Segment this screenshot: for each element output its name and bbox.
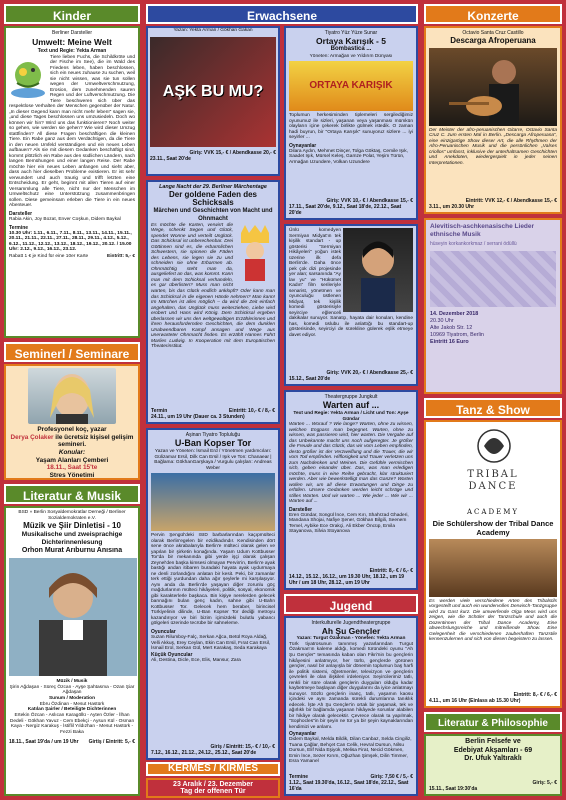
erw3-kids: Ali, Destina, Dicle, Ece, Elis, Mansur, Zara	[151, 657, 241, 663]
literatur-person: Orhon Murat Arıburnu Anısına	[21, 546, 123, 554]
literatur-readers: Ertekin Özcan - Aslıcan Karagöllü - Ayten Özler - İlhan Dedeli - Gökhan Yavuz - Cem Ebekçi - Aysun Kül - Osman Kaya - Nergiz Karakuş - İstiflil Yıldızhan - Mesut Hastürk - Fezzi Baka	[9, 713, 135, 736]
konzerte-date: 3.11., um 20.30 Uhr	[429, 203, 475, 210]
kinder-price-note: Rabatt 1 € je Kind für eine 10er Karte	[9, 253, 89, 259]
erw3-body: Pervin Şengül'deki ISID barbarlarından kaçıpmülteci olarak Berlin'egelen bir ezidikadındır. Kendisinden dört sene önce akrabalarıyla Berlin'e mülteci olarak gelen ve yapılan bir şirketin konağında. Yaşam Udum Kottbusser Tor'da bir mekanında gibi yerde işçi olarak çalışan Zeynel'den başka kimsesi olmayan Pervin'in, Berlin'e ayak bastığı andan itibaren buradaki hayata ayak uydurmaya ne denli zorlandığını anlatan bir kesit. Peki, bir zamanlar terk ettiği yurdundan daha ağır şeylerle mi karşılaşıyor. Aynı anda da Berlin'de yaşayan diğer zorunlu göç mağdurlarının mülteci hikâyeleri, politik, sosyal, ekonomik gibi karakterlerle başkaca. Bin kişiye nerelerden gelecek barınağını bulan genç kadın, sahne gibi U-Bahn Kottbusser Tor. Gelecek hem beraber, birincisel Türkiyelinin dilinde, U-Ban Kopser Tor dediği metroyu kazandırıyor ve biri bizim içimizdeki bulutlu yabancı gölgeleri üzerinde tecrübe bir sahneleme.	[151, 533, 275, 627]
erw6-price: Eintritt: 8,- € / 6,- €	[369, 567, 413, 574]
erw4-kicker: Tiyatro Yüz Yüze Sunar	[324, 30, 378, 36]
erw6-kicker: Theatergruppe Jungkult	[324, 394, 378, 400]
erw3-photo	[151, 473, 275, 531]
literatur-date: 18.11., Saat 19'da / um 19 Uhr	[9, 738, 79, 745]
erw4-poster: ORTAYA KARIŞIK	[289, 61, 413, 111]
konzerte2-poster-title: Alevitisch-aschkenasische Lieder ethnische Musik	[430, 223, 535, 238]
kermes-line1: 23 Aralık / 23. Dezember	[173, 781, 253, 788]
erw1-poster: AŞK BU MU?	[150, 37, 276, 147]
erw6-body: Warten ... Worauf ? Wie lange? Warten, ohne zu wissen, welchen Engpass man begegnet. Warten, ohne zu wissen, was passieren wird, hier warten. Die Vergabe auf das Unbekannte macht uns noch aufgeregter. Je größer die Freude und das Glück, das wir vom Leben empfinden, desto größer ist der Verzweiflung und die Trauer, die wir vom Tod empfinden. Hilflosigkeit und Trauer verletzen uns zum Nachdenken und Weinen. Die Gefühle vermischen sich, geben einander über. Das, was man erledigen möchte, muss in eine Reihe gebracht, klar strukturiert werden. Aber wie bewerkstelligt man das Ganze? Warten wollen wir, um all diese Erwartungen und Dinge zu erfüllen. Unsere Gedanken werden leicht schräge und stilles Warten. Und wir warten ... Wie jeder ... Wie wir ... Warten auf ...	[289, 422, 413, 505]
literatur-host: Ebru Özdinan - Mesut Hastürk	[39, 701, 105, 707]
erw2-date: 24.11., um 19 Uhr (Dauer ca. 3 Stunden)	[151, 413, 245, 420]
konzerte-kicker: Octavio Santa Cruz Castillo	[462, 30, 524, 36]
erw4-body: Toplumun herkesiminden tiplemeleri sergilediğimiz oyunumuz ile sizleri, yaşanan veya yaşanması mümkün olayların içine çekerek birlikte gülmek istedik. O zaman hadi buyrun, bir "Ortaya Karışık" sunuyoruz sizlere ... iyi seyirler ...	[289, 113, 413, 141]
erw3-cast-label: Oyuncular	[151, 628, 176, 635]
header-kermes: KERMES / KIRMES	[146, 762, 280, 776]
erw5-date: 15.12., Saat 20'de	[289, 375, 331, 382]
konzerte2-addr2: 10969 Tiyatrom, Berlin	[430, 331, 484, 338]
jugend-dates: 1.12., Saat 19.30'da, 16.12., Saat 18'de, 22.12., Saat 16'da	[289, 779, 409, 792]
literatur-host-label: Sunum / Moderation	[48, 696, 96, 702]
konzerte2-time: 20.30 Uhr	[430, 317, 454, 324]
erw2-price: Eintritt: 10,- € / 8,- €	[228, 407, 275, 414]
erw2-illustration	[235, 225, 275, 283]
phil-line2: Edebiyat Akşamları - 69	[453, 746, 533, 754]
erw3-dates: 7.12., 16.12., 21.12., 24.12., 25.12., Saat 20'de	[151, 749, 257, 756]
konzerte-photo	[429, 48, 557, 126]
erw3-cast: Suzan Rilumboy-Falç, Serkan Ağca, Betül Roya Aldağ, Velli Akkuş, Erey Ceylan, Ekin Can Ersil, Fırat Can Ersil, İsmail Erol, Serkan Gül, Mert Karakaş, Seda Karakaya	[151, 634, 271, 652]
erw2-box	[146, 180, 280, 424]
erw3-box	[146, 428, 280, 760]
jugend-cast-label: Oynayanlar	[289, 731, 317, 738]
seminare-topic1: Yaşam Alanları Çemberi	[35, 456, 109, 464]
jugend-box	[284, 616, 418, 796]
tanz-date: 4.11., um 16 Uhr (Einlass ab 15.30 Uhr)	[429, 697, 521, 704]
erw5-box	[284, 224, 418, 386]
erw2-label: Termin	[151, 407, 168, 414]
erw6-title: Warten auf ...	[322, 400, 380, 411]
jugend-price: Giriş: 7,50 € / 5,- €	[370, 773, 413, 780]
konzerte-box	[424, 26, 562, 214]
konzerte2-price: Eintritt 16 Euro	[430, 338, 469, 345]
erw4-cast: Dilara Aydın, Mehmet Dinçer, Tolga Göktaş, Cemile Işık, Saadet Işık, Mürsel Keleş, Gamze Polat, Yeşim Türün, Armağan Uzundere, Volkan Uzundere	[289, 148, 408, 165]
erw6-credits: Text und Regie: Yekta Arman / Licht und Ton: Ayşe Gündar	[293, 411, 409, 422]
literatur-photo	[9, 558, 135, 676]
literatur-box	[4, 506, 140, 796]
erw1-box	[146, 26, 280, 176]
kinder-dates-label: Termine	[9, 224, 29, 231]
tanz-photo	[429, 539, 557, 597]
tanz-logo-top: TRIBAL	[467, 468, 519, 480]
erw3-kicker: Aşinan Tiyatro Topluluğu	[185, 432, 241, 438]
jugend-credits: Yazan: Turgut Özakman - Yöneten: Yekta Arman	[296, 636, 406, 642]
phil-price: Giriş: 5,- €	[532, 779, 557, 786]
erw3-title: U-Ban Kopser Tor	[174, 438, 252, 449]
erw4-cast-label: Oynayanlar	[289, 142, 317, 149]
literatur-title: Müzik ve Şiir Dinletisi - 10	[23, 521, 121, 531]
literatur-music: Şirin Ağdaşan - Süreç Özcan - Ayşe Şahtasma - Ozan Şiar Ağdaşan	[9, 684, 135, 696]
kinder-price: Eintritt: 5,- €	[107, 253, 135, 259]
erw2-subtitle: Märchen und Geschichten von Macht und Ohnmacht	[153, 208, 273, 222]
kinder-cast: Rabia Akin, Joy Bozat, Enver Coşkun, Didem Baykal	[9, 217, 121, 223]
header-tanz: Tanz & Show	[424, 398, 562, 418]
konzerte2-addr1: Alte Jakob Str. 12	[430, 324, 473, 331]
kinder-dates: 10.30 Uhr: 1.11., 6.11., 7.11., 8.11., 13.11., 14.11., 15.11., 20.11., 21.11., 22.11., 27.11., 28.11., 29.11., 4.12., 5.12., 6.12., 11.12., 12.12., 13.12., 18.12., 19.12., 20.12. / 15.00 Uhr: 2.12., 9.12., 16.12., 23.12.	[9, 230, 132, 253]
konzerte-price: Eintritt: VVK 12,- € / Abendkasse 15,- €	[465, 197, 557, 204]
konzerte-body: Der Meister der afro-peruanischen Gitarre, Octavio Santa Cruz C. zum ersten Mal in Berlin. „Descarga Afroperuana“, eine einzigartige Show dieser Art, die alle Rhythmen der Afro-Peruanischen Musik und die persönlichen „Valses criollos“ umfasst, inklusive der unterhaltsamen Geschichten und Anekdoten, wiedergespielt in jeder seinen Interpretationen.	[429, 127, 557, 166]
header-kinder: Kinder	[4, 4, 140, 24]
header-erwachsene: Erwachsene	[146, 4, 418, 24]
tanz-box	[424, 420, 562, 708]
erw5-photo	[343, 228, 413, 312]
kinder-credit: Text und Regie: Yekta Arman	[37, 48, 107, 55]
erw2-kicker: Lange Nacht der 29. Berliner Märchentage	[159, 184, 267, 190]
konzerte-title: Descarga Afroperuana	[450, 36, 536, 46]
erw4-dates: 17.11., Saat 20'de, 9.12., Saat 18'de, 22.12., Saat 20'de	[289, 203, 402, 216]
seminare-topic2: Stres Yönetimi	[49, 472, 95, 480]
erw3-kids-label: Küçük Oyuncular	[151, 651, 193, 658]
erw5-price: Giriş: VVK 20,- € / Abendkasse 25,- €	[326, 369, 413, 376]
seminare-konular: Konular:	[58, 449, 86, 457]
literatur-price: Girtiş / Eintritt: 5,- €	[88, 738, 135, 745]
erw6-dates: 14.12., 15.12., 16.12., um 19.30 Uhr, 18.12., um 19 Uhr / um 18 Uhr, 28.12., um 19 Uhr	[289, 573, 405, 586]
tanz-body: Es werden viele verschiedene Arten des Tribalstils vorgestellt und auch ein wundervolles Derwisch-Tanzgruppe wird zu Gast kurz. Die umwerfende Olga Meos wird uns zeigen, wie die Schüler der Tanzschule und auch die Dozentinnen der Tribal Dance Academy, Eine abwechslungsreiche und mitreißende Show. Eine Gelegenheit die verschiedenen zauberhaften Tanzstile kennenzulernen und sich von diesen begeistern zu lassen.	[429, 598, 557, 643]
tanz-logo	[429, 426, 557, 506]
jugend-dates-label: Termine	[289, 773, 309, 780]
kermes-box	[146, 778, 280, 798]
erw1-date: 23.11., Saat 20'de	[150, 156, 191, 163]
kinder-illustration	[9, 57, 47, 99]
jugend-kicker: Interkulturelle Jugendtheatergruppe	[311, 620, 391, 626]
literatur-music-label: Müzik / Musik	[56, 679, 88, 685]
erw4-price: Giriş: VVK 10,- € / Abendkasse 15,- €	[326, 197, 413, 204]
erw4-title: Ortaya Karışık - 5	[316, 36, 386, 47]
literatur-readers-label: Katılan Şairler / Beteiligte Dichterinnen	[27, 707, 117, 713]
literatur-subtitle: Musikalische und zweisprachige Dichterinnenlesung	[21, 530, 123, 546]
jugend-title: Ah Şu Gençler	[321, 626, 381, 637]
erw4-director: Yöneten: Armağan ve Yıldırım Dünyası	[309, 53, 393, 59]
kinder-box	[4, 26, 140, 338]
erw1-price: Giriş: VVK 15,- € / Abendkasse 20,- €	[189, 150, 276, 156]
header-literatur: Literatur & Musik	[4, 484, 140, 504]
erw6-cast-label: Darsteller	[289, 506, 313, 513]
seminare-title: Profesyonel koç, yazar	[37, 426, 107, 433]
erw5-body: Ünlü komedyen Sermiyan Midyat'ın tek kişilik standart - up gösterisi "Sermiyan Hikâyeleri" yoğun istek üzerine ilk defa Berlin'de. Daha önce pek çok dizi projesinde yer alan; sarsanında "Ay lav yu" ve "Hükümet Kadın" film serileriyle senarist, yönetmen ve oyunculuğu üstlenen Midyat, tek kişilik komedi gösterisiyle seyirciye eğlenceli dakikalar sunuyor. Sanatçı, hayata dair konuları, kendine has, komedi üslubu ile anlattığı bu standart-up gösterisinde, seyirciyi de sürekline gülerek eşlik etmeye davet ediyor.	[289, 228, 413, 338]
kinder-kicker: Berliner Darsteller	[51, 30, 92, 36]
phil-box	[424, 734, 562, 796]
header-konzerte: Konzerte	[424, 4, 562, 24]
jugend-cast: Didem Baykal, Melda Bildik, Dilan Canbaz, Selda Cingiliz, Tuana Çağlar, Behçet Can Celik, Hevral Dursun, Nilsu Dursun, Elif Nida Eşiyok, Melisa Firat, Necid Gökmen, Emin İnce, Sezer Kırım, Oğuzhan Şimşek, Dilin Timmer, Esra Yamanel	[289, 737, 412, 765]
phil-line3: Dr. Ufuk Yaltıraklı	[464, 755, 522, 763]
jugend-body: Türk tiyatrosunun tanınmış yazarlarından Turgut Özakman'ın kaleme aldığı, komedi türündeki oyunu "Ah Şu Gençler" temasında kaban olan Fikri'nin bu gençlerin hikâyesini anlatmıyor, her türlü, gençlerde görünen gençler, nasıl bir anlayışla bir dönemin toplumun baş harfi ile politik sistemi, öğretmenler, televizyon ve gençlerin çevreleri ile olan ilişkileri irdeleniyor. Seyircilerimiz tatlı, renkli bir süre olarak gençlerin duyguları olduğu kadar kaybetmeye başlayan diğer duygularını da iyice anlatmayı sunuyor. Sözlü gençlerin inanç, tatlı, yaşamın kaosu içindeki ve aynı zamanda sürekli durumlarına tanıklık edecek. İşte Ah Şu Gençler'in ortak bir yaşamak, tek ve ağırlıklı bir bağlamda yaşanan hikâyede sorunlar alabilen bir hikâye olarak gelecektir. Çevrece olarak ta yapılmak, "Sophocles"in bir şeyin ne tür ya bir şeyin kaynaklarından kendimizi ve anlamı.	[289, 641, 413, 730]
erw2-body: Es möchte die Karten, verwirrt die Wege, schenkt Segen und Glück, spendet Wonne und verteilt Unglück. Das Schicksal ist unberechenbar. Drei Göttinnen sind es, die erbarmlichen Schwestern, sie spinnen die Fäden des Lebens, sie legen sie zu und schneiden sie ohne Erbarmen ab. Ohnmächtig steht man da, ausgeliefert an das, was kommt. Kann man mit dem Schicksal verhandeln, es gar überlisten? Muss man nicht warten, bis das Glück endlich anklopft? Oder kann man das Schicksal in die eigenen Hände nehmen? Man kann! Im Märchen ist alles möglich – da wird die Zeit einfach angehalten, das Unglück muss weiterziehen, Liebe wird erobert und Hans wird König. Dem Schicksal ergeben überlassen wir uns den weltgewaltigen Erzählerinnen und ihren herausfordernden Geschichten, die dem dunklen Unabwendbaren Kampf ansagen und Wege aus unerwarteter Ohnmacht finden. Es erzählt Hannes Führt Marlies Ludwig. In Kooperation mit dem Europäischen Theaterinstitut.	[151, 222, 275, 350]
erw1-credit: Yazan: Yekta Arman / Gökhan Gakan	[173, 28, 253, 33]
kinder-body: Tiere lieben Fuchs, die Schildkröte und der Fische im See), die im Wald des Friedens leben, haben beschlossen, sich ein neues zuhause zu suchen, weil sie nicht wissen, was sie tun sollen wegen der Umweltverschmutzung, Erosion, dem zunehmenden sauren Regen und der Luftverschmutzung. Die Tiere beschweren sich über das respektlose Verhalten der Menschen gegenüber der Natur. „In dieser Gegend kann man nicht mehr leben!“ sagen sie, „und diese Tages beschlossen uns umzusiedeln. Doch wo können wir hin? Wird uns das funktionieren? Noch weiter so gehen, wie werden sie gehen? Wie wird dieser Umzug stattfinden? All diese Fragen beschäftigen die kleinen Tiere. Ein Rabe ganz aus dem Verdächtigen, da die Tiere in den neuen Umfeld verständigen und ein neues Leben aufbauen? Als sie mit diesem Gedanken beschäftigt sind, kommt plötzlich ein Rabe aus den südlichen Ländern, nach langen Bemühungen und einer langen Reise. Der Rabe möchte hier ein neues Leben anfangen und sieht aber, dass auch hier dieselben Probleme existieren. Er ist sehr verwundert und auch traurig und trifft letzten eine Entscheidung. Er geht, beginnt mit allen Tieren auf einer Versammlung alle Tiere, nicht nur der Menschen im Umweltschutz eine Unterstützung zusammenbringen sollen. Diese gemeinsam erleben die Tiere in ein neues Abenteuer.	[9, 54, 135, 209]
seminare-subtitle: ile ücretsiz kişisel gelişim semineri.	[55, 433, 134, 449]
header-seminare: Seminerl / Seminare	[4, 342, 140, 362]
seminare-photo	[28, 368, 116, 424]
header-jugend: Jugend	[284, 594, 418, 614]
erw4-subtitle: Bombastica ...	[330, 46, 372, 53]
erw2-title: Der goldene Faden des Schicksals	[168, 189, 258, 208]
kinder-title: Umwelt: Meine Welt	[32, 37, 112, 48]
phil-line1: Berlin Felsefe ve	[465, 738, 521, 745]
konzerte2-pattern	[430, 251, 556, 307]
konzerte2-date: 14. Dezember 2018	[430, 310, 479, 317]
tanz-price: Eintritt: 8,- € / 6,- €	[513, 691, 557, 698]
erw4-box	[284, 26, 418, 220]
kermes-line2: Tag der offenen Tür	[180, 788, 246, 795]
erw6-box	[284, 390, 418, 590]
tanz-title: Die Schülershow der Tribal Dance Academy	[432, 518, 554, 537]
konzerte2-poster-sub: hüseyin korkankorkmaz / serrani ödüllü	[430, 240, 517, 247]
tanz-logo-bot: ACADEMY	[467, 508, 519, 516]
erw3-credits: Yazan ve Yöneten: İsmail Erd / Yönetmen yardımcıları: Gülizamar Ersil, Dilk Can Ersil / Işık ve Ton: Chanaear | Bağlama: GökhanGarşkaya / Vurgulu çalışları: Andreas Weber	[154, 449, 272, 471]
literatur-org: BSD » Berlin Sosyaldemokratlar Derneği / Berliner Sozialdemokraten e.V.	[18, 510, 126, 521]
seminare-name: Derya Çolaker	[10, 433, 54, 441]
erw6-cast: Eren Gündar, Songül İnce, Cem Kırı, Shahrzad Ghaderi, Mandana Shojai, Nafiye Şener, Gökhan Bilgili, Seenem Temel, Aybike Ece Orakçi, Ali Ekber Öncüp, Emila Stayanova, Silvia Stoyanova	[289, 512, 409, 535]
seminare-date1: 18.11., Saat 15'te	[46, 464, 98, 472]
tanz-logo-mid: DANCE	[468, 481, 518, 492]
konzerte2-box	[424, 218, 562, 394]
erw3-price: Giriş / Eintritt: 15,- € / 10,- €	[210, 743, 275, 750]
kinder-cast-label: Darsteller	[9, 210, 33, 217]
header-lit-phil: Literatur & Philosophie	[424, 712, 562, 732]
phil-date: 15.11., Saat 19:30'da	[429, 785, 478, 792]
seminare-box	[4, 364, 140, 480]
